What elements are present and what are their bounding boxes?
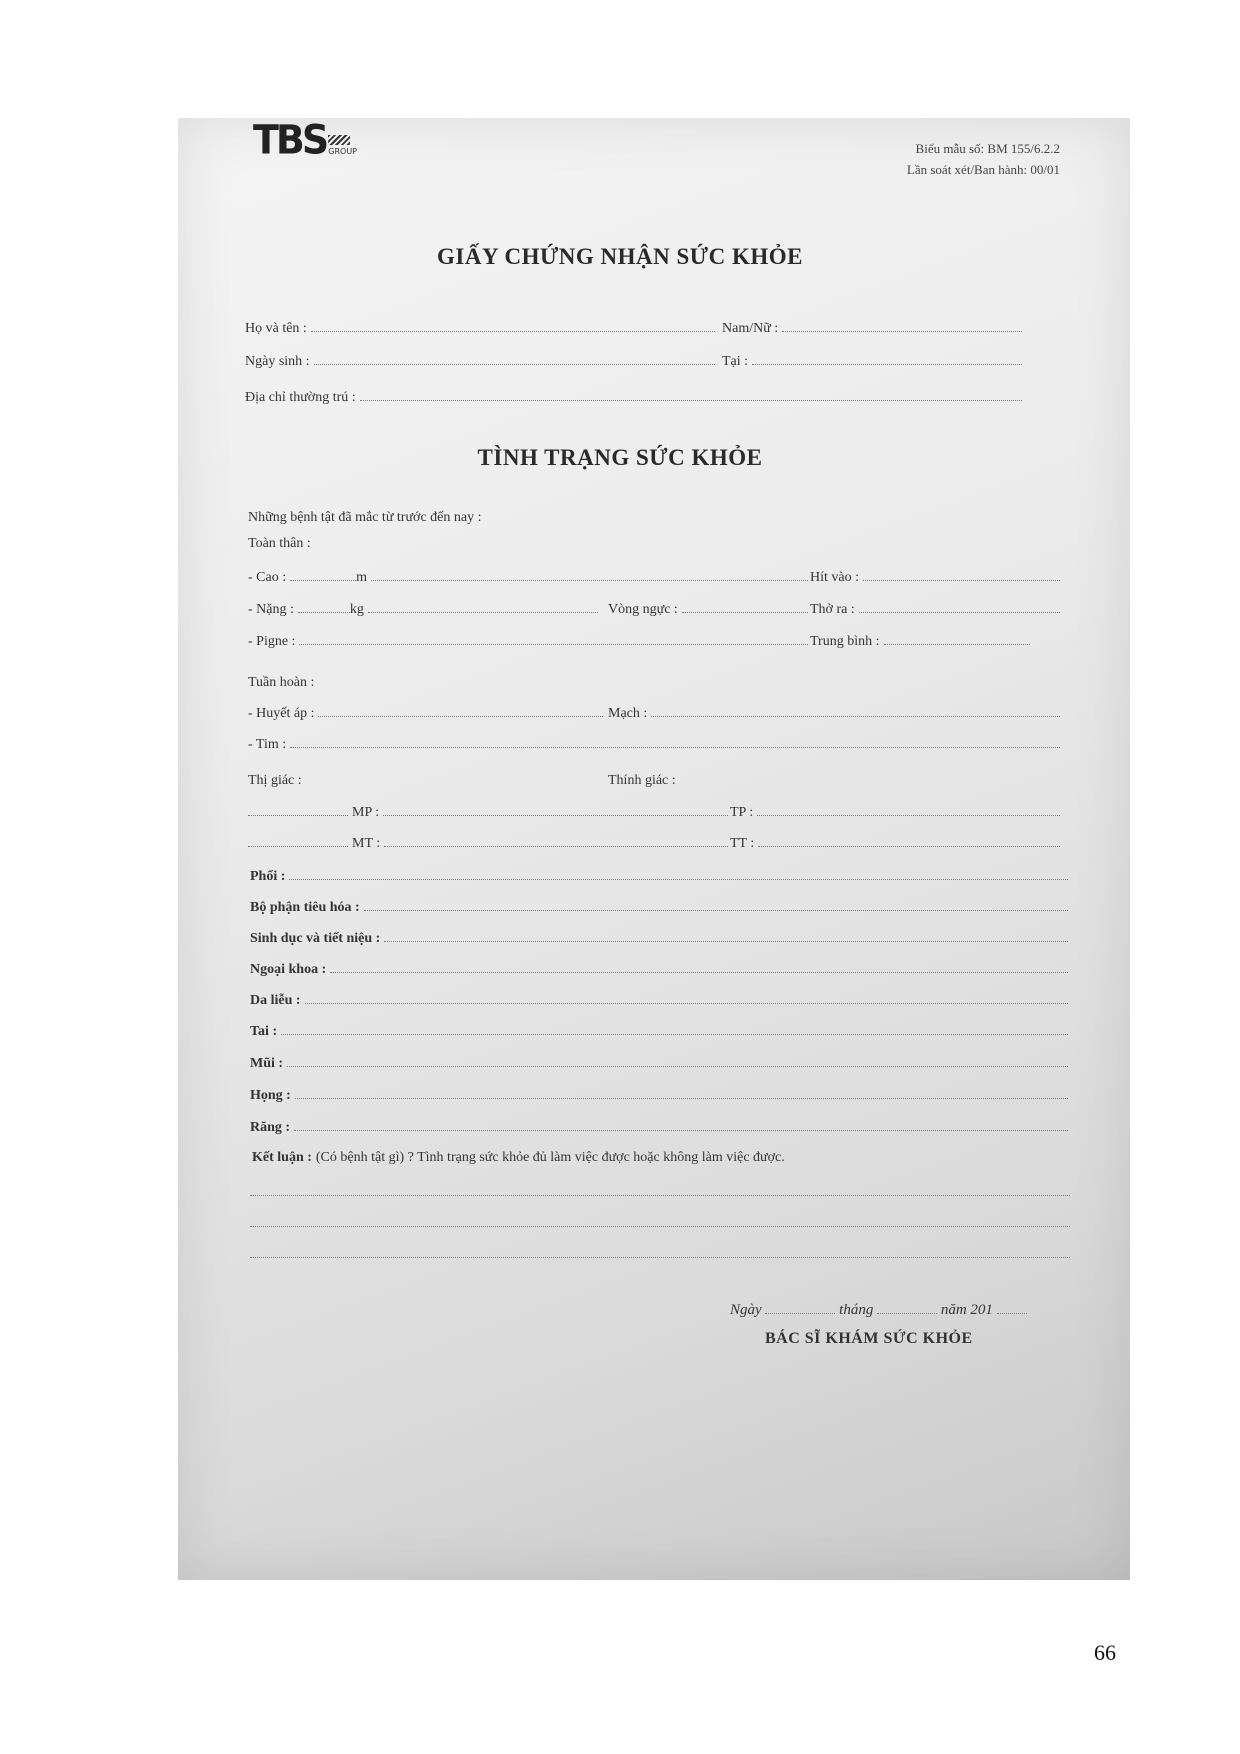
signature-year-label: năm 201 <box>940 1302 993 1318</box>
field-tt-label: TT : <box>730 836 755 851</box>
field-average-label: Trung bình : <box>810 634 880 649</box>
field-mp-label: MP : <box>352 805 380 820</box>
conclusion-text: (Có bệnh tật gì) ? Tình trạng sức khỏe đủ làm việc được hoặc không làm việc được. <box>315 1150 785 1165</box>
field-digestive: Bộ phận tiêu hóa : <box>250 898 1068 916</box>
signature-title: BÁC SĨ KHÁM SỨC KHỎE <box>765 1330 973 1347</box>
field-exhale <box>810 600 1060 618</box>
conclusion-line-1 <box>250 1195 1070 1196</box>
field-teeth: Răng : <box>250 1118 1068 1136</box>
field-weight-unit: kg <box>349 602 364 617</box>
field-height <box>248 568 808 586</box>
field-heart <box>248 735 1060 753</box>
field-pignet <box>248 632 808 650</box>
field-chest-label: Vòng ngực : <box>608 602 678 617</box>
field-urogenital: Sinh dục và tiết niệu : <box>250 929 1068 947</box>
field-inhale <box>810 568 1060 586</box>
field-pulse-label: Mạch : <box>608 706 648 721</box>
field-address <box>245 388 1022 406</box>
signature-day-label: Ngày <box>730 1302 762 1318</box>
field-average <box>810 632 1030 650</box>
field-heart-label: - Tim : <box>248 737 287 752</box>
page-number: 66 <box>1094 1640 1116 1665</box>
field-chest <box>608 600 808 618</box>
general-heading: Toàn thân : <box>248 536 311 551</box>
certificate-title: GIẤY CHỨNG NHẬN SỨC KHỎE <box>437 244 803 269</box>
logo-mark: TBS <box>253 116 327 164</box>
field-dob <box>245 352 715 370</box>
conclusion <box>252 1150 785 1166</box>
field-pulse <box>608 704 1060 722</box>
field-dermatology: Da liễu : <box>250 991 1068 1009</box>
field-tt <box>730 834 1060 852</box>
conclusion-line-2 <box>250 1226 1070 1227</box>
form-code <box>907 138 1060 180</box>
vision-label: Thị giác : <box>248 773 302 788</box>
field-lungs: Phổi : <box>250 867 1068 885</box>
field-mt-label: MT : <box>352 836 381 851</box>
field-gender <box>722 319 1022 337</box>
signature-month-label: tháng <box>839 1302 874 1318</box>
field-inhale-label: Hít vào : <box>810 570 859 585</box>
form-code-number: Biểu mẫu số: BM 155/6.2.2 <box>915 141 1060 156</box>
field-address-label: Địa chỉ thường trú : <box>245 390 356 405</box>
field-height-label: - Cao : <box>248 570 287 585</box>
field-tp-label: TP : <box>730 805 754 820</box>
field-name-label: Họ và tên : <box>245 321 307 336</box>
hearing-label: Thính giác : <box>608 773 676 788</box>
field-place <box>722 352 1022 370</box>
field-blood-pressure-label: - Huyết áp : <box>248 706 315 721</box>
field-name <box>245 319 715 337</box>
field-height-unit: m <box>356 570 367 585</box>
circulation-heading: Tuần hoàn : <box>248 675 315 690</box>
field-gender-label: Nam/Nữ : <box>722 321 779 336</box>
field-mp <box>248 803 728 821</box>
tbs-group-logo <box>253 118 357 162</box>
field-throat: Họng : <box>250 1086 1068 1104</box>
history-label: Những bệnh tật đã mắc từ trước đến nay : <box>248 510 482 525</box>
conclusion-label: Kết luận : <box>252 1150 312 1165</box>
field-mt <box>248 834 728 852</box>
field-nose: Mũi : <box>250 1054 1068 1072</box>
field-blood-pressure <box>248 704 603 722</box>
field-place-label: Tại : <box>722 354 749 369</box>
field-pignet-label: - Pigne : <box>248 634 296 649</box>
field-weight-label: - Nặng : <box>248 602 294 617</box>
field-weight <box>248 600 598 618</box>
field-dob-label: Ngày sinh : <box>245 354 310 369</box>
form-code-revision: Lần soát xét/Ban hành: 00/01 <box>906 162 1060 177</box>
logo-sub <box>328 135 357 156</box>
logo-stripes-icon <box>328 135 350 145</box>
field-ear: Tai : <box>250 1022 1068 1040</box>
field-tp <box>730 803 1060 821</box>
health-status-title: TÌNH TRẠNG SỨC KHỎE <box>477 445 763 470</box>
signature-date <box>730 1302 1027 1319</box>
conclusion-line-3 <box>250 1257 1070 1258</box>
field-exhale-label: Thở ra : <box>810 602 855 617</box>
logo-sub-text: GROUP <box>328 147 357 156</box>
field-surgery: Ngoại khoa : <box>250 960 1068 978</box>
